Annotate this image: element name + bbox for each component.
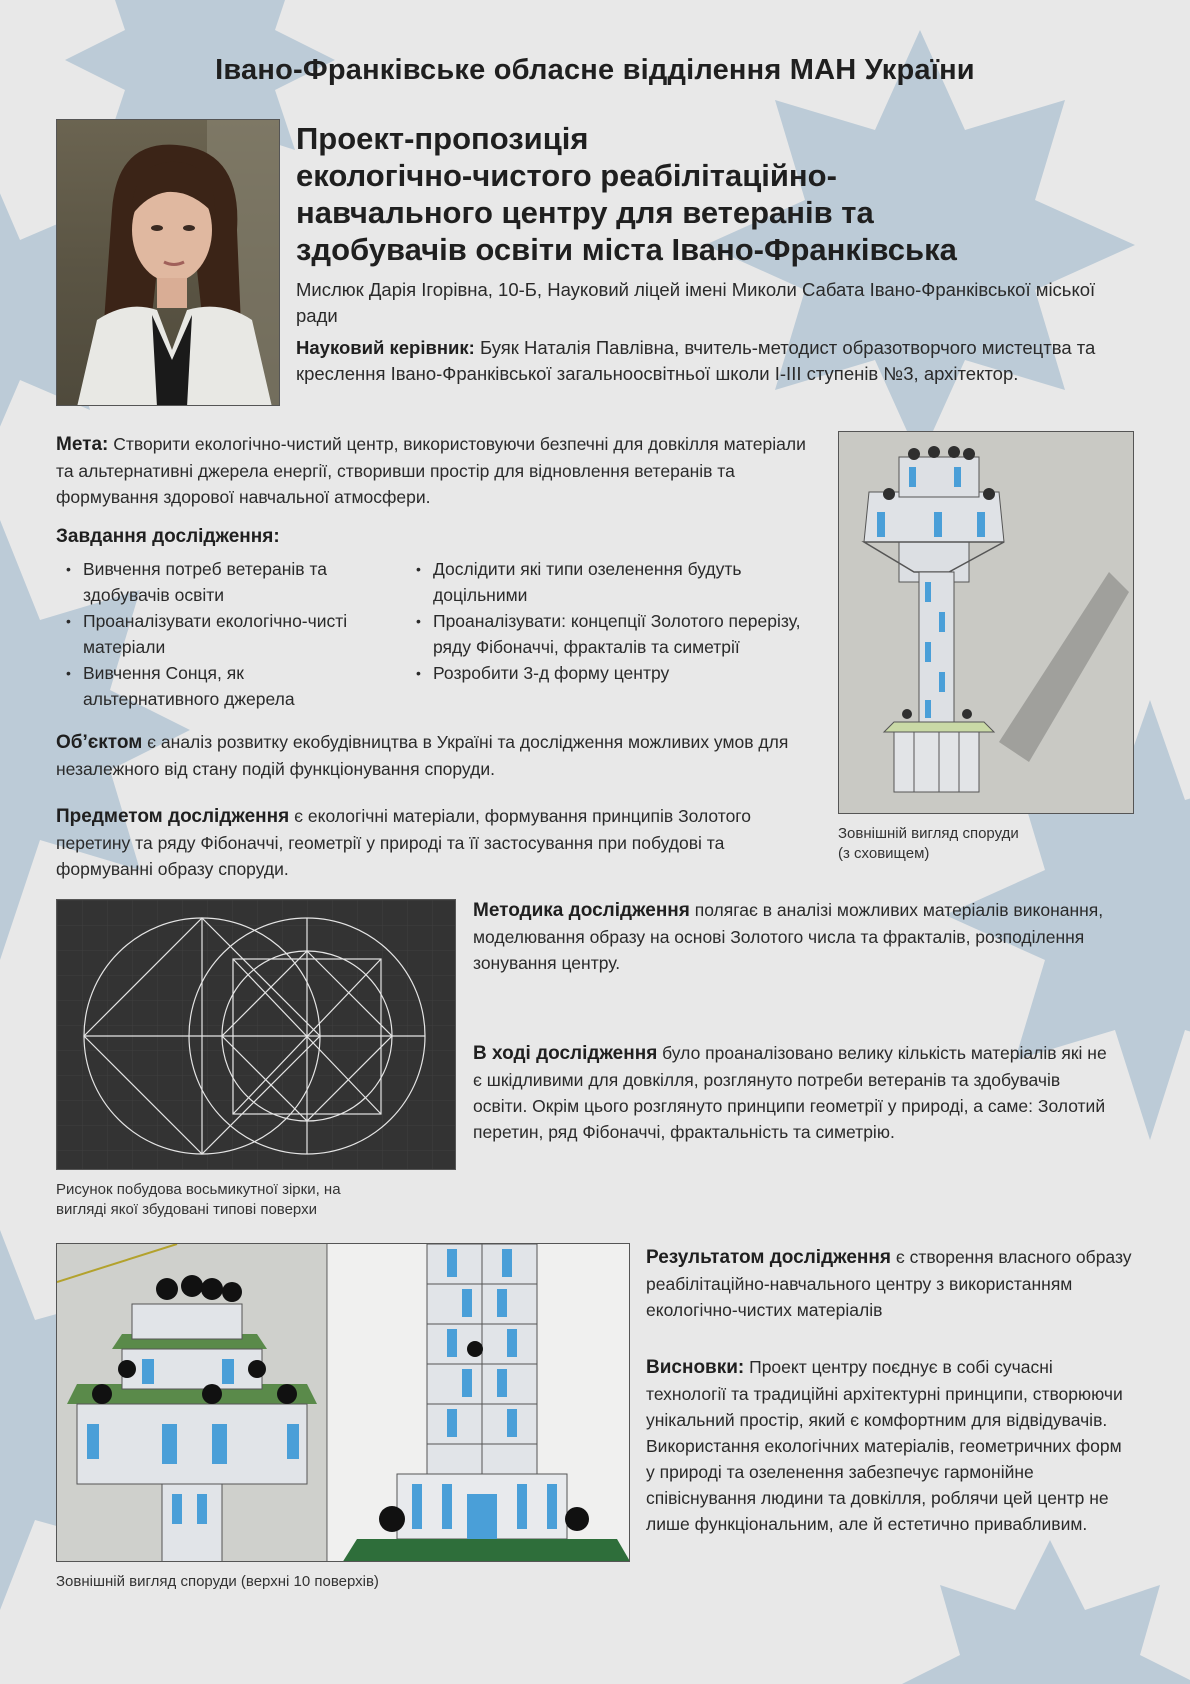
subject-section [56,803,816,882]
conclusions-text: Проект центру поєднує в собі сучасні технології та традиційні архітектурні принципи, створюючи унікальний простір, який є комфортним для відвідувачів. Використання екологічних матеріалів, геометричних форм у природі та озеленення забезпечує гармонійне співіснування людини та довкілля, роблячи цей центр не лише функціональним, але й естетично привабливим. [646,1357,1123,1534]
tower-render [838,431,1134,814]
result-label: Результатом дослідження [646,1247,891,1268]
bg-star-bottom-right [890,1540,1190,1684]
conclusions-label: Висновки: [646,1357,745,1378]
author-photo [56,119,280,406]
tasks-heading: Завдання дослідження: [56,526,280,547]
method-section [473,897,1123,976]
task-item: • Розробити 3-д форму центру [433,660,833,686]
header [0,54,1190,87]
subject-label: Предметом дослідження [56,806,290,827]
result-text: є створення власного образу реабілітаційно-навчального центру з використанням екологічно-чистих матеріалів [646,1247,1132,1320]
subject-text: є екологічні матеріали, формування принципів Золотого перетину та ряду Фібоначчі, геометрії у природі та її застосування при побудові та формуванні образу споруди. [56,806,752,879]
task-item: • Вивчення потреб ветеранів та здобувачів освіти [83,556,381,608]
tower-caption-line: (з сховищем) [838,845,930,862]
supervisor-label: Науковий керівник: [296,337,475,358]
org-title: Івано-Франківське обласне відділення МАН України [215,54,975,86]
geometry-illustration [57,900,456,1170]
tasks-list-left [56,556,381,712]
star-caption [56,1180,341,1220]
course-label: В ході дослідження [473,1043,658,1064]
project-title-line: Проект-пропозиція [296,121,589,156]
task-item: • Вивчення Сонця, як альтернативного джерела [83,660,381,712]
goal-section [56,431,816,510]
method-text: полягає в аналізі можливих матеріалів виконання, моделювання образу на основі Золотого числа та фракталів, розподілення зонування центру. [473,900,1104,973]
project-title-line: здобувачів освіти міста Івано-Франківська [296,232,957,267]
project-title-block [296,120,1136,268]
supervisor-info [296,335,1126,387]
project-title-line: навчального центру для ветеранів та [296,195,874,230]
method-label: Методика дослідження [473,900,690,921]
top-floors-render [56,1243,630,1562]
author-info: Мислюк Дарія Ігорівна, 10-Б, Науковий ліцей імені Миколи Сабата Івано-Франківської міської ради [296,279,1096,326]
tower-illustration [839,432,1134,814]
task-item: • Дослідити які типи озеленення будуть доцільними [433,556,833,608]
tasks-list-right [406,556,833,686]
goal-label: Мета: [56,434,109,455]
star-caption-line: Рисунок побудова восьмикутної зірки, на [56,1181,341,1198]
top-floors-illustration [57,1244,630,1562]
object-section [56,729,796,782]
conclusions-section [646,1354,1126,1537]
object-label: Об’єктом [56,732,143,753]
tower-caption-line: Зовнішній вигляд споруди [838,825,1019,842]
top-floors-caption: Зовнішній вигляд споруди (верхні 10 поверхів) [56,1573,379,1590]
project-title-line: екологічно-чистого реабілітаційно- [296,158,837,193]
supervisor-text: Буяк Наталія Павлівна, вчитель-методист образотворчого мистецтва та креслення Івано-Франківської загальноосвітньої школи І-ІІІ ступенів №3, архітектор. [296,337,1096,384]
star-caption-line: вигляді якої збудовані типові поверхи [56,1201,317,1218]
portrait-illustration [57,120,280,406]
task-item: • Проаналізувати екологічно-чисті матеріали [83,608,381,660]
star-construction-drawing [56,899,456,1170]
object-text: є аналіз розвитку екобудівництва в Україні та дослідження можливих умов для незалежного від стану подій функціонування споруди. [56,732,789,779]
goal-text: Створити екологічно-чистий центр, використовуючи безпечні для довкілля матеріали та альтернативні джерела енергії, створивши простір для відновлення ветеранів та формування здорової навчальної атмосфери. [56,434,806,507]
course-section [473,1040,1113,1145]
task-item: • Проаналізувати: концепції Золотого перерізу, ряду Фібоначчі, фракталів та симетрії [433,608,833,660]
course-text: було проаналізовано велику кількість матеріалів які не є шкідливими для довкілля, розглянуто потреби ветеранів та здобувачів освіти. Окрім цього розглянуто принципи геометрії у природі, а саме: Золотий перетин, ряд Фібоначчі, фрактальність та симетрію. [473,1043,1107,1142]
result-section [646,1244,1151,1323]
tower-caption [838,824,1019,864]
